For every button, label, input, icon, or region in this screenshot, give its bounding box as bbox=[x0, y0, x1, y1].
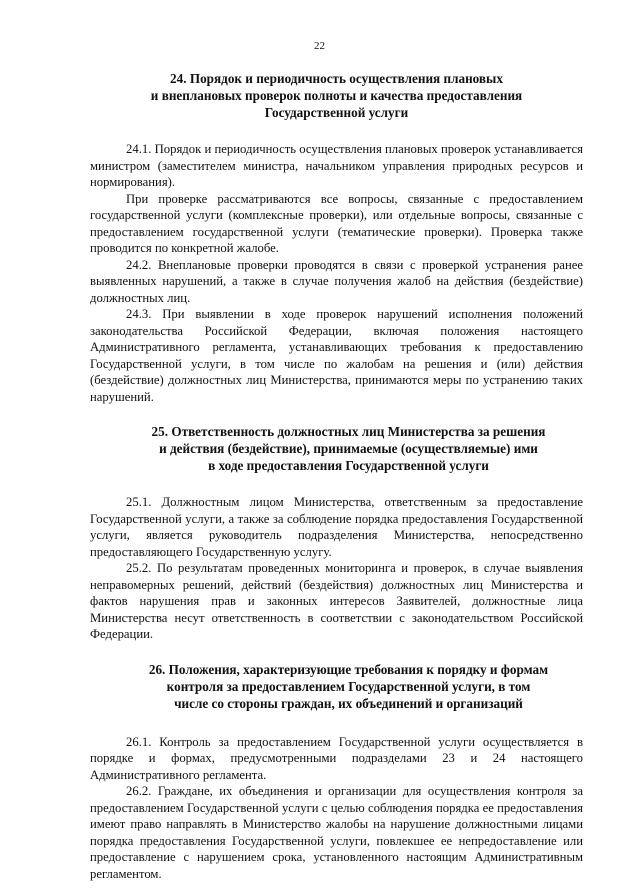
section-26-heading bbox=[90, 661, 583, 712]
section-25-heading-line: в ходе предоставления Государственной услуги bbox=[208, 458, 489, 473]
section-24-heading-line: и внеплановых проверок полноты и качества предоставления bbox=[150, 88, 523, 103]
paragraph-25-1: 25.1. Должностным лицом Министерства, ответственным за предоставление Государственной услуги, а также за соблюдение порядка предоставления Государственной услуги, является руководитель подразделения Министерства, непосредственно предоставляющего Государственную услугу. bbox=[90, 495, 583, 559]
paragraph-24-1-continued: При проверке рассматриваются все вопросы, связанные с предоставлением государственной услуги (комплексные проверки), или отдельные вопросы, связанные с предоставлением государственной услуги (тематические проверки). Проверка также проводится по конкретной жалобе. bbox=[90, 191, 583, 255]
section-25-heading bbox=[90, 423, 583, 474]
paragraph-26-2: 26.2. Граждане, их объединения и организации для осуществления контроля за предоставлением Государственной услуги с целью соблюдения порядка ее предоставления имеют право направлять в Министерство жалобы на нарушение должностными лицами порядка предоставления Государственной услуги, повлекшее ее непредоставление или предоставление с нарушением срока, установленного настоящим Административным регламентом. bbox=[90, 784, 583, 881]
section-26-heading-line: 26. Положения, характеризующие требования к порядку и формам bbox=[148, 661, 549, 677]
section-26-heading-line: числе со стороны граждан, их объединений и организаций bbox=[174, 695, 523, 711]
section-24-heading bbox=[90, 0, 583, 121]
section-26-heading-line: контроля за предоставлением Государственной услуги, в том bbox=[166, 678, 531, 694]
paragraph-26-1: 26.1. Контроль за предоставлением Государственной услуги осуществляется в порядке и формах, предусмотренными подразделами 23 и 24 настоящего Административного регламента. bbox=[90, 734, 583, 782]
paragraph-24-2: 24.2. Внеплановые проверки проводятся в связи с проверкой устранения ранее выявленных нарушений, а также в случае получения жалоб на действия (бездействие) должностных лиц. bbox=[90, 257, 583, 305]
page-number: 22 bbox=[314, 40, 325, 52]
paragraph-24-3: 24.3. При выявлении в ходе проверок нарушений исполнения положений законодательства Российской Федерации, включая положения настоящего Административного регламента, устанавливающих требования к предоставлению Государственной услуги, в том числе по жалобам на решения и (или) действия (бездействие) должностных лиц Министерства, принимаются меры по устранению таких нарушений. bbox=[90, 307, 583, 404]
section-25-heading-line: 25. Ответственность должностных лиц Министерства за решения bbox=[151, 424, 546, 439]
section-24-heading-line: Государственной услуги bbox=[264, 105, 409, 120]
paragraph-25-2: 25.2. По результатам проведенных мониторинга и проверок, в случае выявления неправомерных решений, действий (бездействия) должностных лиц Министерства и фактов нарушения прав и законных интересов Заявителей, должностные лица Министерства несут ответственность в соответствии с законодательством Российской Федерации. bbox=[90, 561, 583, 641]
section-25-heading-line: и действия (бездействие), принимаемые (осуществляемые) ими bbox=[159, 441, 538, 456]
paragraph-24-1: 24.1. Порядок и периодичность осуществления плановых проверок устанавливается министром (заместителем министра, начальником управления природных ресурсов и нормирования). bbox=[90, 142, 583, 189]
section-24-heading-line: 24. Порядок и периодичность осуществления плановых bbox=[170, 71, 503, 86]
